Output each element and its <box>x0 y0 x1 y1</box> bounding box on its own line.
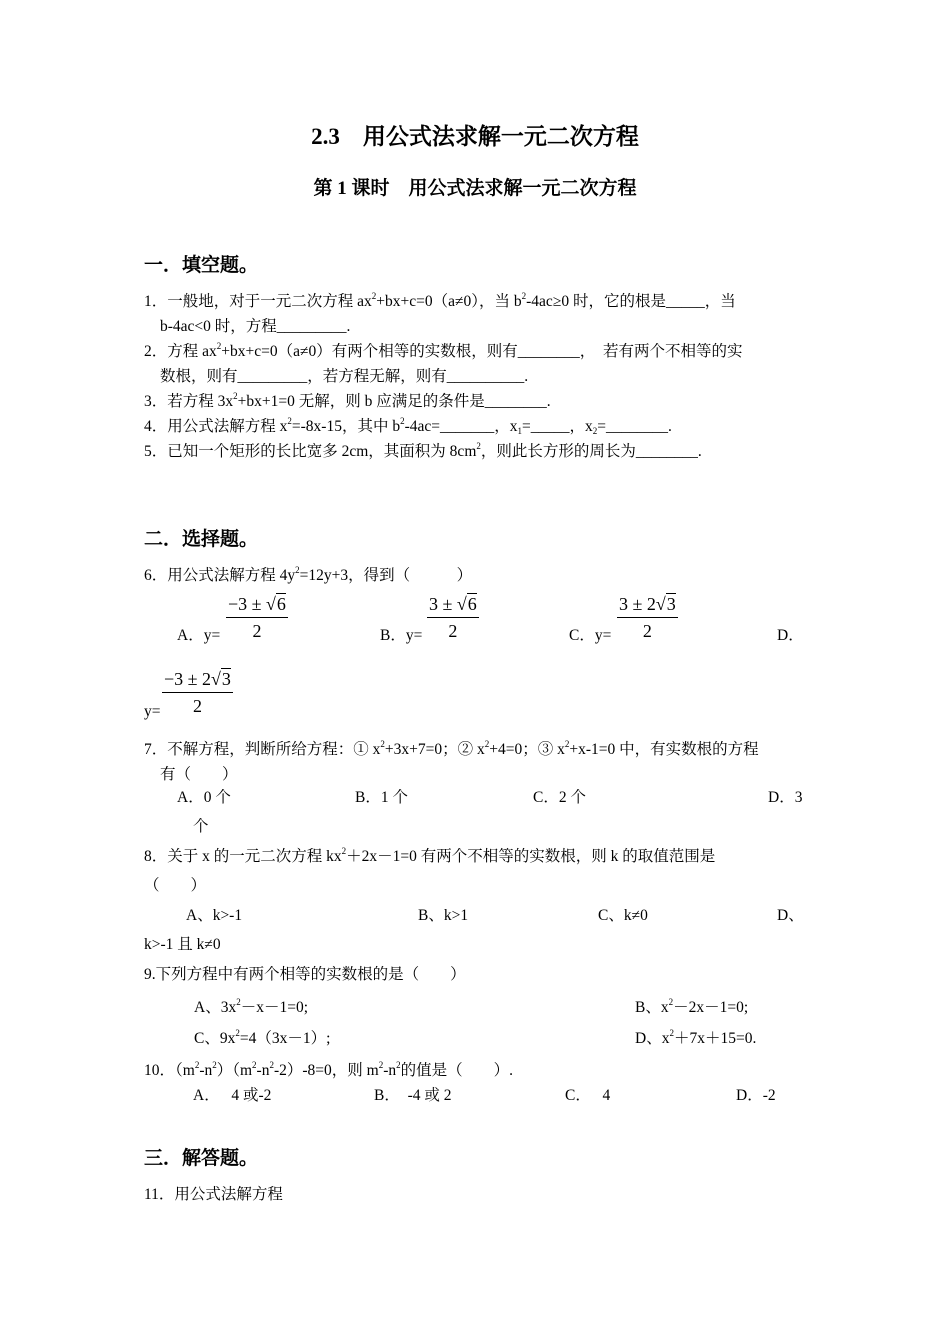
superscript: 2 <box>378 1060 384 1070</box>
radicand: 6 <box>467 594 477 614</box>
superscript: 2 <box>521 291 527 301</box>
q10-option-d: D．-2 <box>736 1087 776 1104</box>
superscript: 2 <box>396 1060 401 1070</box>
superscript: 2 <box>269 1060 274 1070</box>
q9 <box>144 965 466 985</box>
superscript: 2 <box>287 416 292 426</box>
superscript: 2 <box>564 739 570 749</box>
q7-line1 <box>144 740 759 760</box>
q6-option-a-fraction: $\frac{-3 \pm √6}{2}$ <box>226 592 288 644</box>
text-segment: 6．用公式法解方程 4y <box>144 567 296 584</box>
q10-option-b: B． -4 或 2 <box>374 1087 452 1104</box>
denominator: 2 <box>642 621 652 641</box>
text-segment: 9.下列方程中有两个相等的实数根的是（ ） <box>144 966 466 983</box>
subscript: 2 <box>592 426 598 436</box>
text-segment: 2．方程 ax <box>144 343 217 360</box>
radicand: 6 <box>276 594 286 614</box>
text-segment: 5．已知一个矩形的长比宽多 2cm，其面积为 8cm <box>144 443 477 460</box>
text-segment: 1．一般地，对于一元二次方程 ax <box>144 293 372 310</box>
text-segment: b-4ac<0 时，方程_________. <box>160 318 351 335</box>
q5 <box>144 442 702 462</box>
text-segment: ）（m <box>216 1062 253 1079</box>
q8-line1 <box>144 847 715 867</box>
numerator: 3 ± <box>429 594 457 614</box>
q7-option-b: B．1 个 <box>355 789 408 806</box>
superscript: 2 <box>380 739 385 749</box>
superscript: 2 <box>252 1060 257 1070</box>
superscript: 2 <box>341 846 347 856</box>
q6-option-d-label: D． <box>777 627 804 644</box>
subscript: 1 <box>517 426 523 436</box>
q4 <box>144 417 672 437</box>
q6-option-c-label: C．y= <box>569 627 612 644</box>
text-segment: -2）-8=0，则 m <box>273 1062 379 1079</box>
denominator: 2 <box>252 621 262 641</box>
text-segment: －x－1=0; <box>240 999 309 1016</box>
superscript: 2 <box>233 391 238 401</box>
q6-option-d-label2: y= <box>144 703 161 720</box>
q10-option-c: C． 4 <box>565 1087 611 1104</box>
text-segment: -n <box>383 1062 397 1079</box>
q8-option-c: C、k≠0 <box>598 907 648 924</box>
text-segment: ＋7x＋15=0. <box>673 1030 757 1047</box>
text-segment: +bx+c=0（a≠0）有两个相等的实数根，则有________， 若有两个不相等的实 <box>221 343 743 360</box>
text-segment: C、9x <box>194 1030 236 1047</box>
text-segment: ，则此长方形的周长为________. <box>480 443 702 460</box>
q8-option-d-cont: k>-1 且 k≠0 <box>144 936 221 953</box>
q9-option-d <box>635 1029 756 1049</box>
section-answer: 三．解答题。 <box>144 1148 259 1169</box>
text-segment: B、x <box>635 999 669 1016</box>
text-segment: +x-1=0 中，有实数根的方程 <box>569 741 759 758</box>
superscript: 2 <box>400 416 405 426</box>
numerator: −3 ± <box>228 594 267 614</box>
superscript: 2 <box>484 739 490 749</box>
superscript: 2 <box>669 1028 674 1038</box>
q10-option-a: A． 4 或-2 <box>193 1087 272 1104</box>
q10 <box>144 1061 513 1081</box>
page-title: 2.3 用公式法求解一元二次方程 <box>311 124 639 149</box>
text-segment: 11．用公式法解方程 <box>144 1186 283 1203</box>
text-segment: 有（ ） <box>160 766 238 783</box>
q2-line2 <box>160 367 528 387</box>
text-segment: 7．不解方程，判断所给方程：① x <box>144 741 381 758</box>
q9-option-b <box>635 998 748 1018</box>
q11 <box>144 1185 283 1205</box>
q8-line2 <box>144 876 206 896</box>
text-segment: 数根，则有_________，若方程无解，则有__________. <box>160 368 529 385</box>
text-segment: -4ac≥0 时，它的根是_____，当 <box>526 293 736 310</box>
q9-option-c <box>194 1029 330 1049</box>
text-segment: +3x+7=0；② x <box>384 741 485 758</box>
text-segment: 10．（m <box>144 1062 195 1079</box>
text-segment: -n <box>256 1062 270 1079</box>
text-segment: -n <box>199 1062 213 1079</box>
text-segment: =4（3x－1）; <box>239 1030 331 1047</box>
q7-option-a: A．0 个 <box>177 789 231 806</box>
superscript: 2 <box>212 1060 217 1070</box>
q6-option-d-fraction: $\frac{-3 \pm 2√3}{2}$ <box>162 667 233 719</box>
text-segment: -4ac=_______，x <box>404 418 518 435</box>
section-fill-in: 一．填空题。 <box>144 255 259 276</box>
q8-option-d: D、 <box>777 907 804 924</box>
text-segment: =________. <box>597 418 672 435</box>
numerator: 3 ± 2 <box>619 594 656 614</box>
q1-line1 <box>144 292 736 312</box>
superscript: 2 <box>371 291 377 301</box>
text-segment: ＋2x－1=0 有两个不相等的实数根，则 k 的取值范围是 <box>346 848 716 865</box>
q8-option-b: B、k>1 <box>418 907 469 924</box>
text-segment: =_____，x <box>522 418 593 435</box>
q3 <box>144 392 551 412</box>
superscript: 2 <box>194 1060 200 1070</box>
text-segment: A、3x <box>194 999 237 1016</box>
superscript: 2 <box>668 997 674 1007</box>
text-segment: －2x－1=0; <box>673 999 749 1016</box>
q7-option-d: D．3 <box>768 789 803 806</box>
text-segment: =12y+3，得到（ ） <box>299 567 473 584</box>
text-segment: +bx+c=0（a≠0），当 b <box>376 293 522 310</box>
q6-option-b-fraction: $\frac{3 \pm √6}{2}$ <box>427 592 479 644</box>
radicand: 3 <box>666 594 676 614</box>
q2-line1 <box>144 342 743 362</box>
q7-line2 <box>160 765 238 785</box>
q1-line2 <box>160 317 350 337</box>
radicand: 3 <box>221 669 231 689</box>
denominator: 2 <box>192 696 202 716</box>
q7-option-c: C．2 个 <box>533 789 586 806</box>
numerator: −3 ± 2 <box>164 669 212 689</box>
superscript: 2 <box>236 997 241 1007</box>
q6-option-c-fraction: $\frac{3 \pm 2√3}{2}$ <box>617 592 678 644</box>
text-segment: =-8x-15，其中 b <box>291 418 401 435</box>
text-segment: 8．关于 x 的一元二次方程 kx <box>144 848 342 865</box>
superscript: 2 <box>295 565 300 575</box>
text-segment: 的值是（ ）. <box>400 1062 514 1079</box>
q9-option-a <box>194 998 308 1018</box>
page-subtitle: 第 1 课时 用公式法求解一元二次方程 <box>313 178 637 199</box>
text-segment: +4=0；③ x <box>489 741 565 758</box>
denominator: 2 <box>448 621 458 641</box>
superscript: 2 <box>476 441 481 451</box>
q6-option-b-label: B．y= <box>380 627 423 644</box>
text-segment: （ ） <box>144 877 207 894</box>
q6-option-a-label: A．y= <box>177 627 221 644</box>
text-segment: 3．若方程 3x <box>144 393 234 410</box>
superscript: 2 <box>216 341 222 351</box>
section-choice: 二．选择题。 <box>144 529 259 550</box>
q7-option-d-cont: 个 <box>193 818 209 835</box>
text-segment: D、x <box>635 1030 670 1047</box>
text-segment: +bx+1=0 无解，则 b 应满足的条件是________. <box>237 393 551 410</box>
superscript: 2 <box>235 1028 240 1038</box>
q8-option-a: A、k>-1 <box>186 907 243 924</box>
text-segment: 4．用公式法解方程 x <box>144 418 288 435</box>
q6 <box>144 566 472 586</box>
